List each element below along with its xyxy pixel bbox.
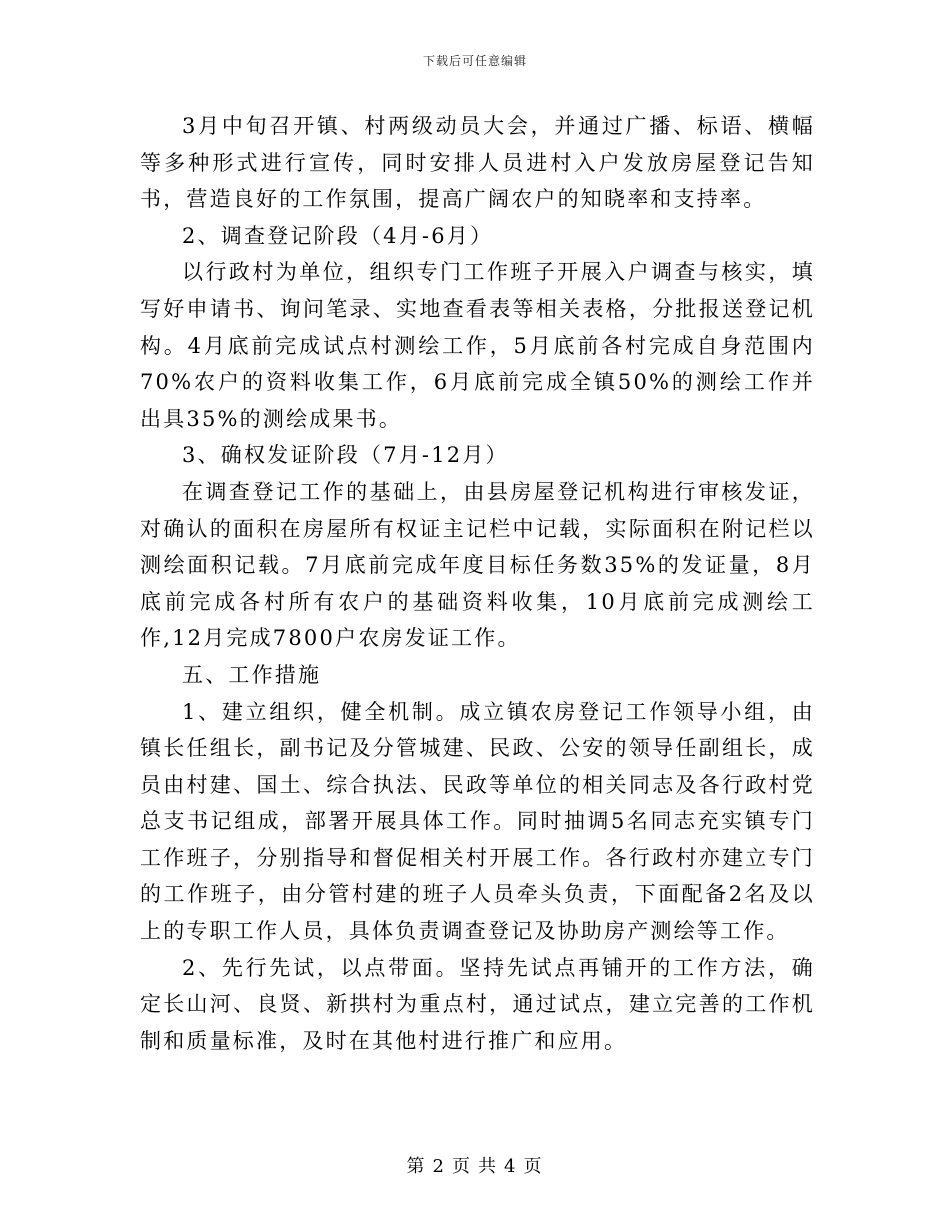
paragraph-pilot: 2、先行先试，以点带面。坚持先试点再铺开的工作方法，确定长山河、良贤、新拱村为重点村，通过试点，建立完善的工作机制和质量标准，及时在其他村进行推广和应用。 — [140, 955, 815, 1053]
paragraph-publicity: 3月中旬召开镇、村两级动员大会，并通过广播、标语、横幅等多种形式进行宣传，同时安排人员进村入户发放房屋登记告知书，营造良好的工作氛围，提高广阔农户的知晓率和支持率。 — [140, 114, 815, 212]
paragraph-certification: 在调查登记工作的基础上，由县房屋登记机构进行审核发证，对确认的面积在房屋所有权证主记栏中记载，实际面积在附记栏以测绘面积记载。7月底前完成年度目标任务数35%的发证量，8月底前完成各村所有农户的基础资料收集，10月底前完成测绘工作,12月完成7800户农房发证工作。 — [140, 479, 815, 651]
section-heading-survey-registration: 2、调查登记阶段（4月-6月） — [182, 223, 494, 248]
footer-page-prefix: 第 — [406, 1156, 427, 1177]
paragraph-organization: 1、建立组织，健全机制。成立镇农房登记工作领导小组，由镇长任组长，副书记及分管城建、民政、公安的领导任副组长，成员由村建、国土、综合执法、民政等单位的相关同志及各行政村党总支书记组成，部署开展具体工作。同时抽调5名同志充实镇专门工作班子，分别指导和督促相关村开展工作。各行政村亦建立专门的工作班子，由分管村建的班子人员牵头负责，下面配备2名及以上的专职工作人员，具体负责调查登记及协助房产测绘等工作。 — [140, 699, 815, 944]
document-body — [140, 108, 815, 1059]
footer-page-suffix: 页 — [523, 1156, 544, 1177]
section-heading-certification: 3、确权发证阶段（7月-12月） — [182, 443, 509, 468]
page-footer — [0, 1152, 950, 1178]
page-header: 下载后可任意编辑 — [422, 54, 527, 68]
footer-total-prefix: 共 — [478, 1156, 498, 1177]
footer-total-pages: 4 — [504, 1156, 518, 1177]
footer-page-mid: 页 — [452, 1156, 472, 1177]
section-heading-work-measures: 五、工作措施 — [182, 662, 322, 687]
footer-current-page: 2 — [432, 1156, 446, 1177]
paragraph-survey-registration: 以行政村为单位，组织专门工作班子开展入户调查与核实，填写好申请书、询问笔录、实地查看表等相关表格，分批报送登记机构。4月底前完成试点村测绘工作，5月底前各村完成自身范围内70%农户的资料收集工作，6月底前完成全镇50%的测绘工作并出具35%的测绘成果书。 — [140, 260, 815, 431]
